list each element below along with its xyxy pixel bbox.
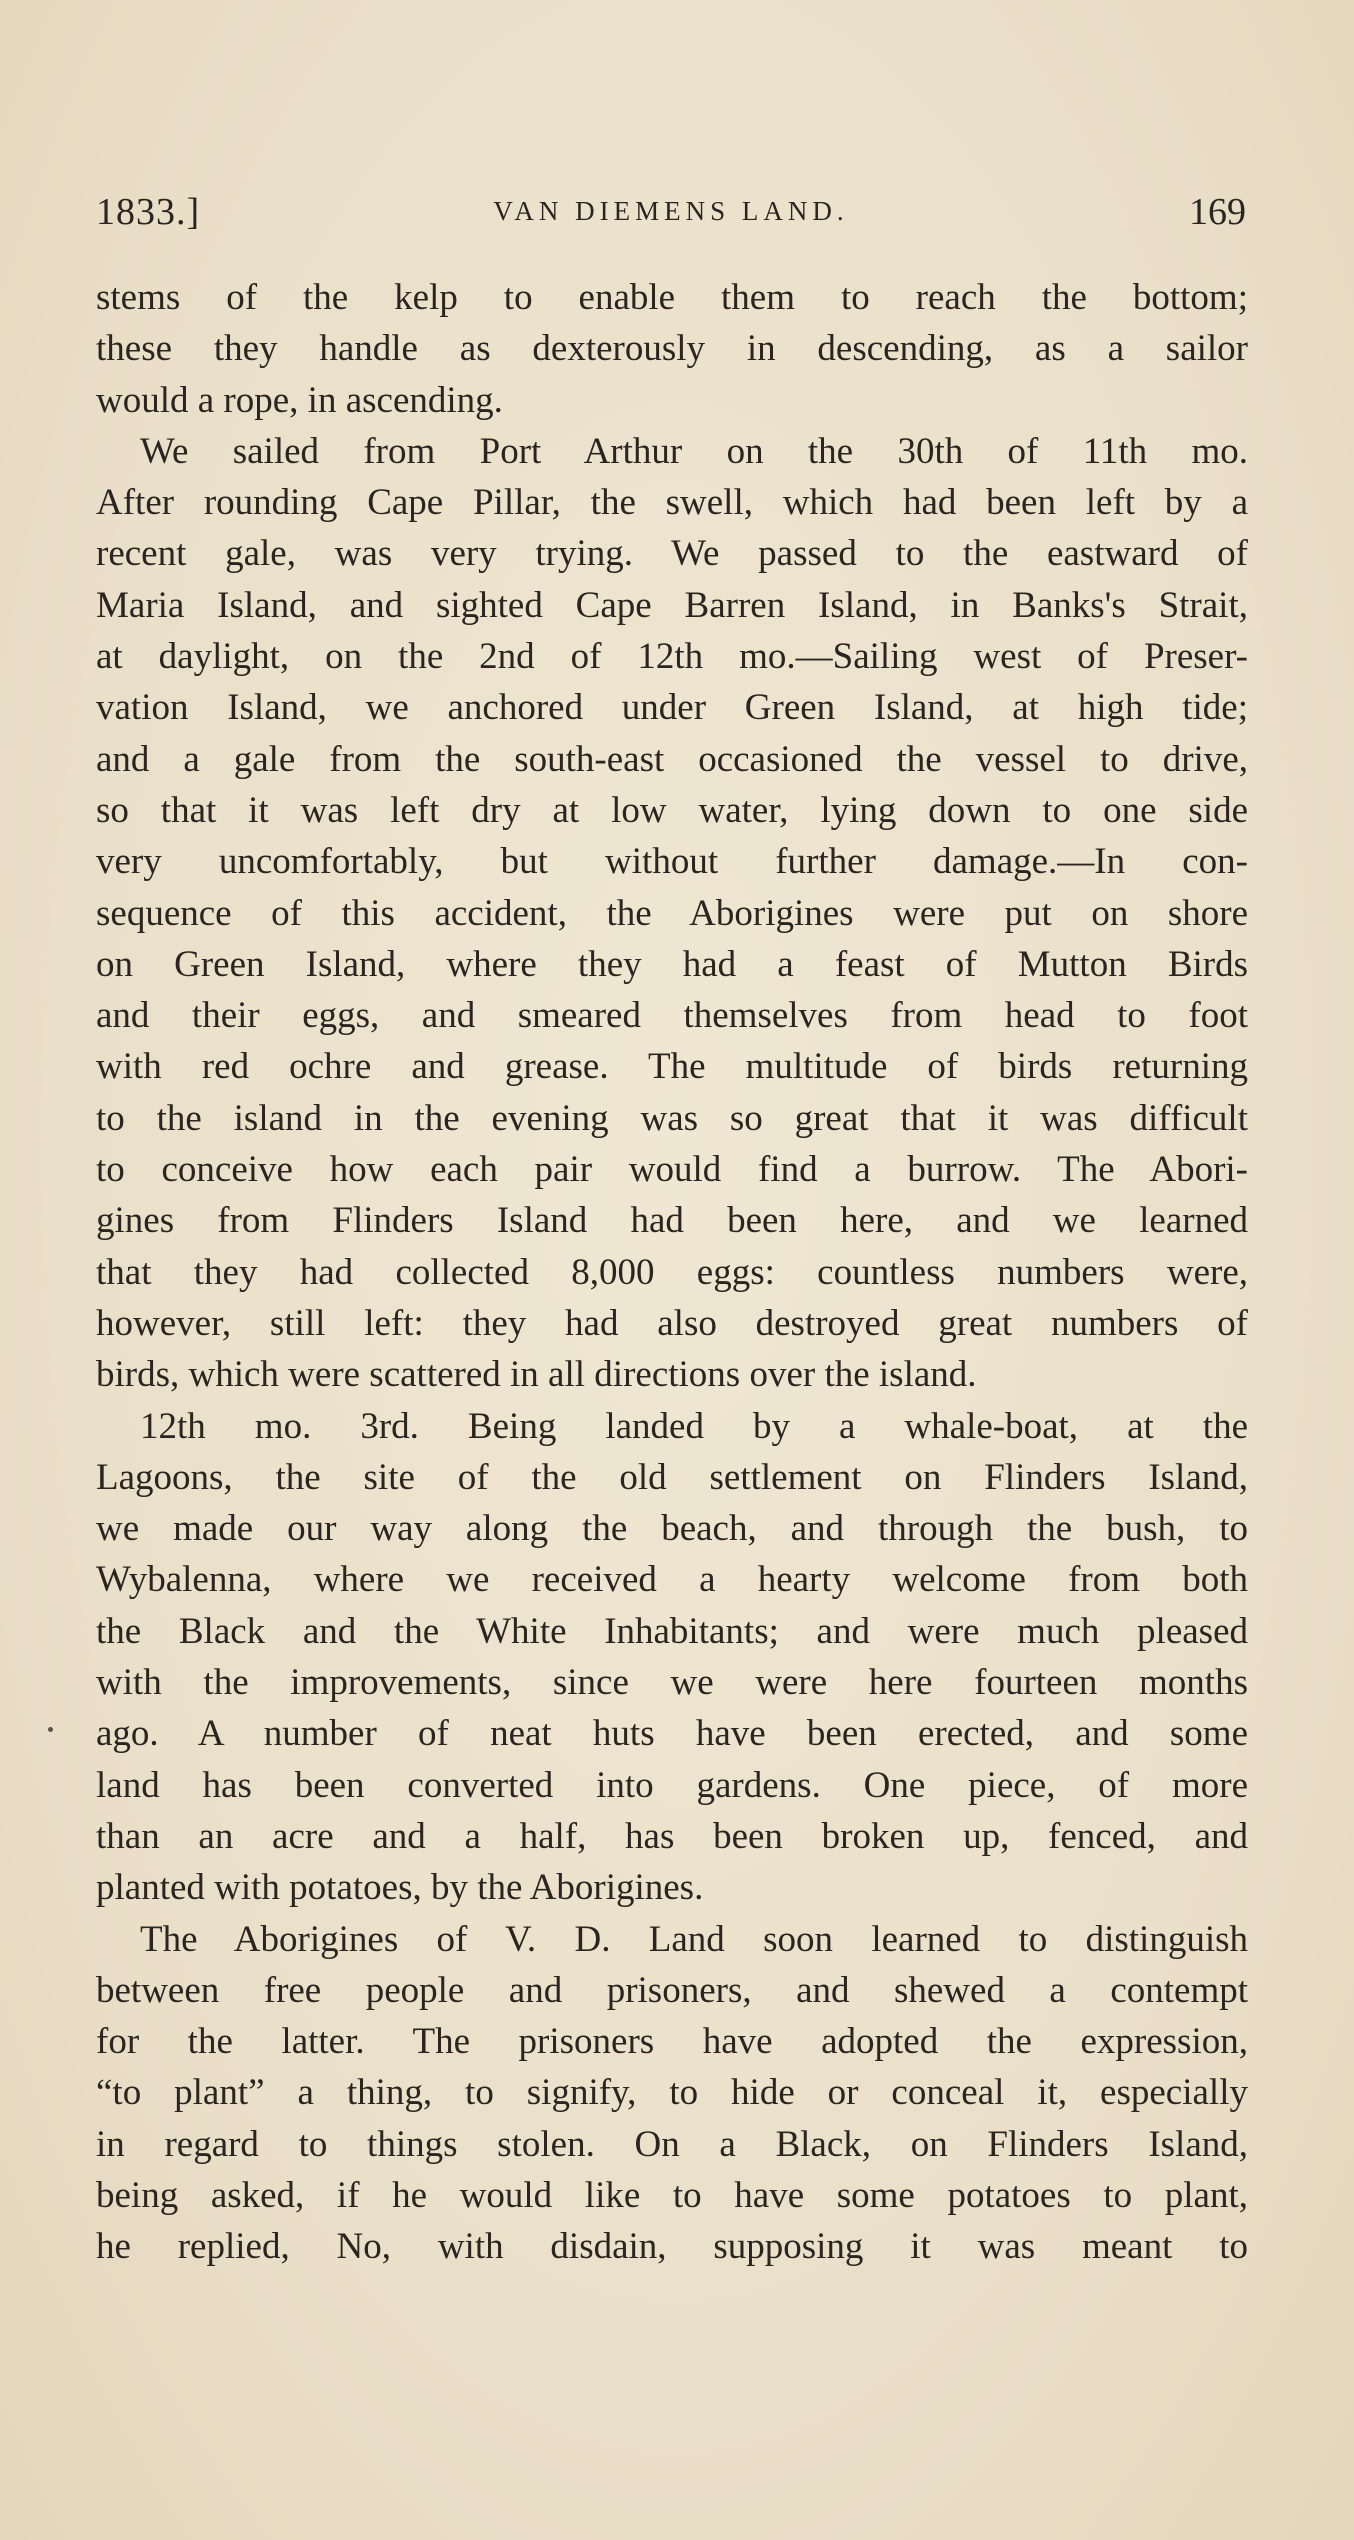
text-line: to conceive how each pair would find a burrow. The Abori- <box>96 1149 1248 1191</box>
text-line: birds, which were scattered in all directions over the island. <box>96 1354 977 1396</box>
text-line: we made our way along the beach, and through the bush, to <box>96 1508 1248 1550</box>
text-line: these they handle as dexterously in descending, as a sailor <box>96 328 1248 370</box>
text-line: with the improvements, since we were here fourteen months <box>96 1662 1248 1704</box>
text-line: The Aborigines of V. D. Land soon learned to distinguish <box>140 1918 1248 1960</box>
running-head <box>96 190 1246 240</box>
text-line: with red ochre and grease. The multitude of birds returning <box>96 1046 1248 1088</box>
text-line: gines from Flinders Island had been here, and we learned <box>96 1200 1248 1242</box>
text-line: he replied, No, with disdain, supposing it was meant to <box>96 2226 1248 2268</box>
text-line: for the latter. The prisoners have adopted the expression, <box>96 2021 1248 2063</box>
text-line: Wybalenna, where we received a hearty welcome from both <box>96 1559 1248 1601</box>
text-line: We sailed from Port Arthur on the 30th of 11th mo. <box>140 430 1248 472</box>
text-line: than an acre and a half, has been broken up, fenced, and <box>96 1815 1248 1857</box>
text-line: so that it was left dry at low water, lying down to one side <box>96 789 1248 831</box>
running-head-year: 1833.] <box>96 191 201 233</box>
text-line: After rounding Cape Pillar, the swell, which had been left by a <box>96 482 1248 524</box>
margin-mark <box>48 1727 53 1732</box>
text-line: 12th mo. 3rd. Being landed by a whale-boat, at the <box>140 1405 1248 1447</box>
text-line: recent gale, was very trying. We passed to the eastward of <box>96 533 1248 575</box>
text-line: and their eggs, and smeared themselves from head to foot <box>96 995 1248 1037</box>
text-line: “to plant” a thing, to signify, to hide or conceal it, especially <box>96 2072 1248 2114</box>
text-line: land has been converted into gardens. One piece, of more <box>96 1764 1248 1806</box>
text-line: would a rope, in ascending. <box>96 379 503 421</box>
text-line: sequence of this accident, the Aborigines were put on shore <box>96 892 1248 934</box>
text-line: that they had collected 8,000 eggs: countless numbers were, <box>96 1251 1248 1293</box>
text-line: ago. A number of neat huts have been erected, and some <box>96 1713 1248 1755</box>
text-line: however, still left: they had also destroyed great numbers of <box>96 1302 1248 1344</box>
text-line: planted with potatoes, by the Aborigines. <box>96 1867 704 1909</box>
text-line: between free people and prisoners, and shewed a contempt <box>96 1969 1248 2011</box>
text-line: Lagoons, the site of the old settlement on Flinders Island, <box>96 1456 1248 1498</box>
text-line: the Black and the White Inhabitants; and were much pleased <box>96 1610 1248 1652</box>
text-line: in regard to things stolen. On a Black, on Flinders Island, <box>96 2123 1248 2165</box>
text-line: stems of the kelp to enable them to reach the bottom; <box>96 277 1248 318</box>
text-line: to the island in the evening was so great that it was difficult <box>96 1097 1248 1139</box>
text-line: being asked, if he would like to have some potatoes to plant, <box>96 2174 1248 2216</box>
text-line: vation Island, we anchored under Green Island, at high tide; <box>96 687 1248 729</box>
text-line: Maria Island, and sighted Cape Barren Island, in Banks's Strait, <box>96 584 1248 626</box>
body-text <box>96 272 1248 2273</box>
text-line: on Green Island, where they had a feast of Mutton Birds <box>96 943 1248 985</box>
page-number: 169 <box>1189 191 1246 233</box>
running-head-title: VAN DIEMENS LAND. <box>493 196 849 226</box>
text-line: at daylight, on the 2nd of 12th mo.—Sailing west of Preser- <box>96 636 1248 678</box>
text-line: very uncomfortably, but without further damage.—In con- <box>96 841 1248 883</box>
text-line: and a gale from the south-east occasioned the vessel to drive, <box>96 738 1248 780</box>
